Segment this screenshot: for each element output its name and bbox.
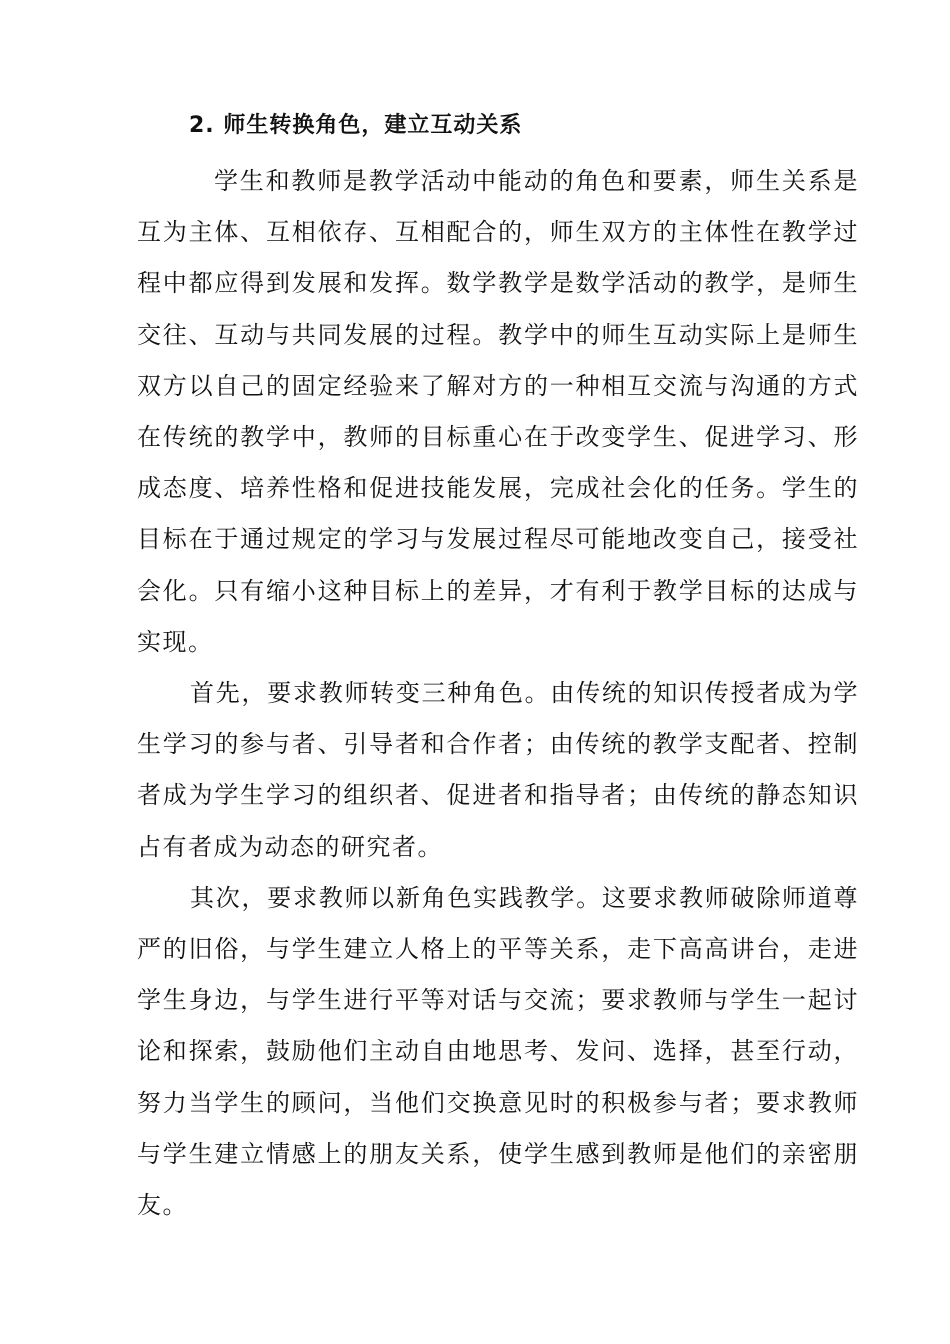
paragraph-2: 首先，要求教师转变三种角色。由传统的知识传授者成为学生学习的参与者、引导者和合作者；由传统的教学支配者、控制者成为学生学习的组织者、促进者和指导者；由传统的静态知识占有者成为动态的研究者。 (137, 679, 859, 861)
paragraph-1: 学生和教师是教学活动中能动的角色和要素，师生关系是互为主体、互相依存、互相配合的，师生双方的主体性在教学过程中都应得到发展和发挥。数学教学是数学活动的教学，是师生交往、互动与共同发展的过程。教学中的师生互动实际上是师生双方以自己的固定经验来了解对方的一种相互交流与沟通的方式在传统的教学中，教师的目标重心在于改变学生、促进学习、形成态度、培养性格和促进技能发展，完成社会化的任务。学生的目标在于通过规定的学习与发展过程尽可能地改变自己，接受社会化。只有缩小这种目标上的差异，才有利于教学目标的达成与实现。 (137, 167, 859, 656)
page-content (137, 104, 859, 1231)
paragraph-3: 其次，要求教师以新角色实践教学。这要求教师破除师道尊严的旧俗，与学生建立人格上的平等关系，走下高高讲台，走进学生身边，与学生进行平等对话与交流；要求教师与学生一起讨论和探索，鼓励他们主动自由地思考、发问、选择，甚至行动，努力当学生的顾问，当他们交换意见时的积极参与者；要求教师与学生建立情感上的朋友关系，使学生感到教师是他们的亲密朋友。 (137, 883, 859, 1220)
section-heading: 2. 师生转换角色，建立互动关系 (189, 113, 523, 138)
